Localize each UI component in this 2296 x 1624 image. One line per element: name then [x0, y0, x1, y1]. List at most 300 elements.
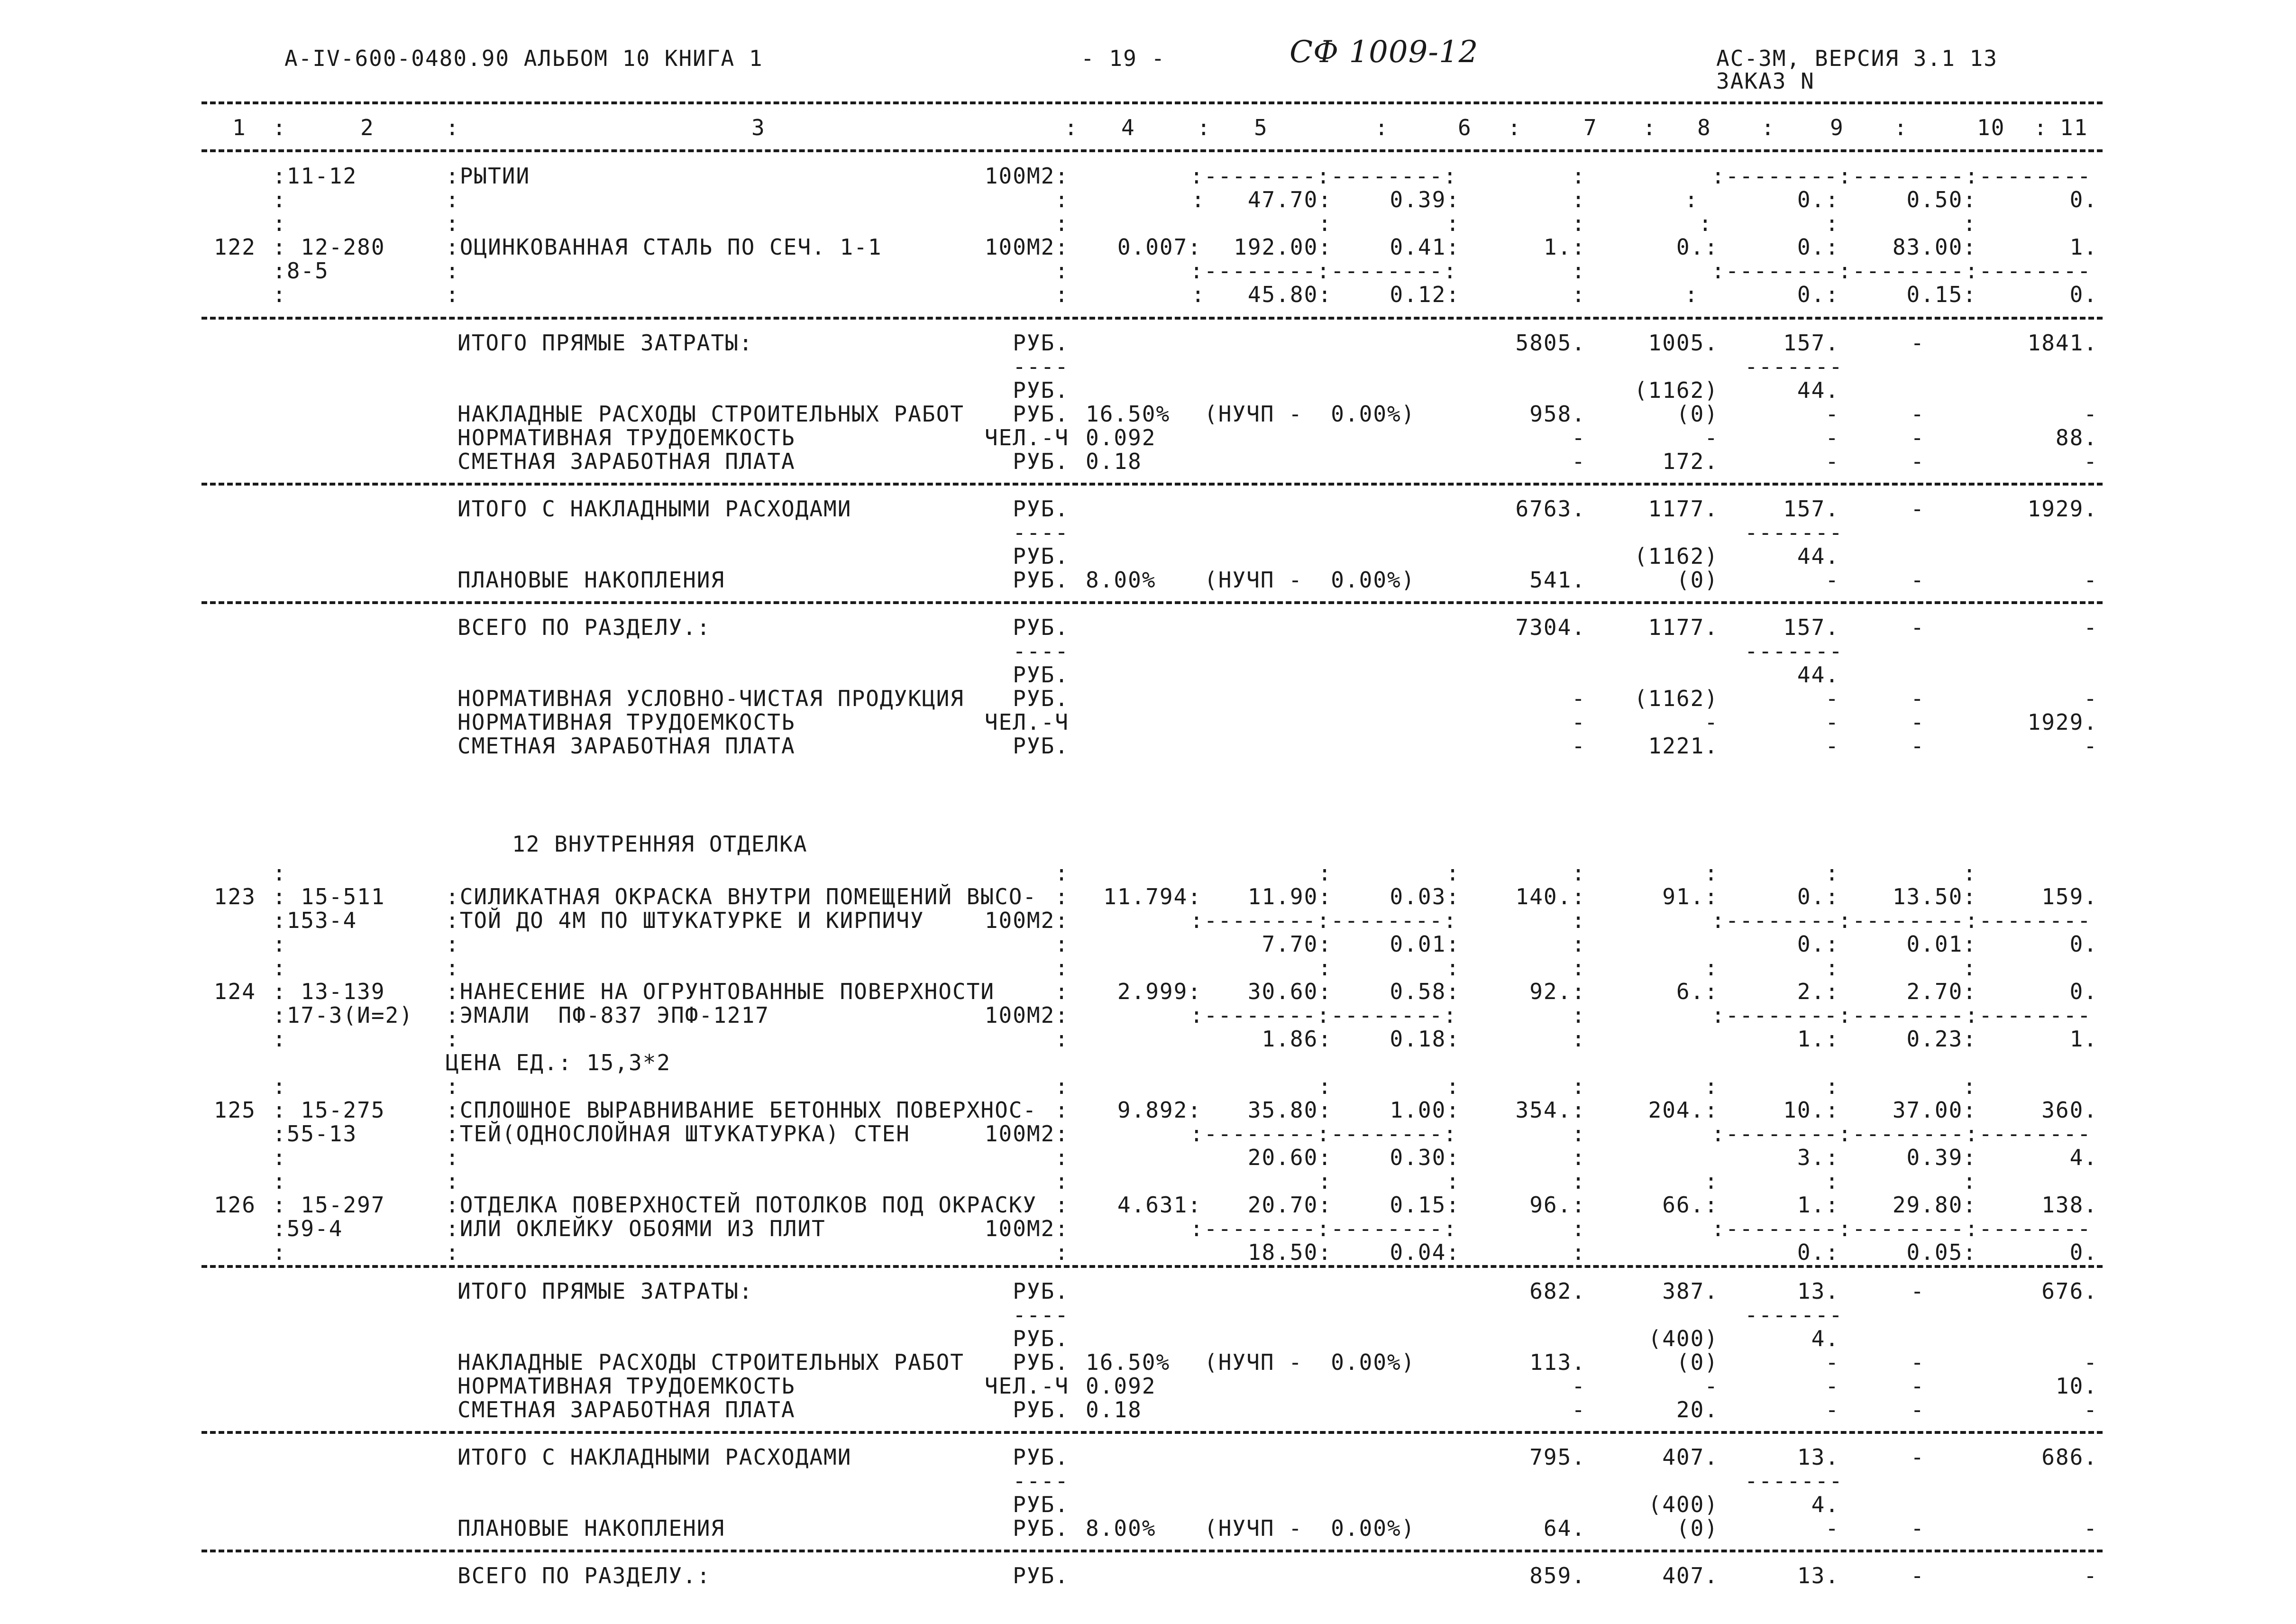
labor-norm-cell: 0.01: — [1906, 931, 1977, 957]
header-top-rule — [201, 101, 2103, 104]
wage-price-cell: 0.04: — [1390, 1239, 1460, 1265]
summary-unit: РУБ. — [1013, 496, 1069, 522]
norm-code: : 15-297 — [273, 1192, 385, 1218]
unit-label: 100М2: — [984, 908, 1069, 933]
summary-rate: 16.50% — [1086, 401, 1171, 427]
summary-machine: - — [1825, 1397, 1839, 1422]
summary-unit: РУБ. — [1013, 543, 1069, 569]
total-cost-cell: : — [1572, 1073, 1586, 1099]
labor-norm-cell: 13.50: — [1892, 884, 1977, 909]
machine-cost-cell: : 0.: — [1684, 187, 1839, 212]
unit-price-cell: 35.80: — [1247, 1097, 1332, 1123]
summary-labor-total: - — [2084, 449, 2098, 474]
work-description: : — [446, 955, 460, 981]
machine-cost-cell: 0.: — [1797, 931, 1839, 957]
labor-norm-cell: : — [1963, 1168, 1977, 1194]
labor-total-cell: 4. — [2069, 1145, 2098, 1170]
work-description: :ОЦИНКОВАННАЯ СТАЛЬ ПО СЕЧ. 1-1 — [446, 234, 882, 260]
summary-labor-total: - — [2084, 1515, 2098, 1541]
work-description: :ЭМАЛИ ПФ-837 ЭПФ-1217 — [446, 1002, 769, 1028]
summary-unit: ЧЕЛ.-Ч — [984, 709, 1069, 735]
cell-separator: :--------:--------:-------- — [1711, 908, 2092, 933]
labor-norm-cell: : — [1963, 1073, 1977, 1099]
unit-label: : — [1055, 884, 1069, 909]
summary-rate: 8.00% — [1086, 567, 1156, 593]
summary-label: НОРМАТИВНАЯ ТРУДОЕМКОСТЬ — [457, 709, 796, 735]
summary-label: НАКЛАДНЫЕ РАСХОДЫ СТРОИТЕЛЬНЫХ РАБОТ — [457, 401, 964, 427]
summary-subrule: ------- — [1745, 354, 1843, 379]
page-number: - 19 - — [1081, 46, 1166, 71]
unit-label: : — [1055, 282, 1069, 307]
wage-price-cell: : — [1446, 1073, 1460, 1099]
wage-total-cell: 91.: — [1662, 884, 1719, 909]
summary-labor-norm: - — [1911, 1563, 1925, 1588]
summary-total: - — [1572, 709, 1586, 735]
summary-unit: ---- — [1013, 520, 1069, 545]
summary-wage: (1162) — [1634, 686, 1719, 711]
norm-code: : — [273, 282, 287, 307]
machine-cost-cell: 10.: — [1783, 1097, 1839, 1123]
cell-separator: :--------:--------:-------- — [1711, 163, 2092, 189]
column-header-cell: 1 — [232, 115, 247, 140]
norm-code: : — [273, 1145, 287, 1170]
summary-total: - — [1572, 425, 1586, 450]
summary-total: - — [1572, 1397, 1586, 1422]
wage-price-cell: : — [1446, 955, 1460, 981]
summary-label: НОРМАТИВНАЯ УСЛОВНО-ЧИСТАЯ ПРОДУКЦИЯ — [457, 686, 964, 711]
wage-price-cell: 0.03: — [1390, 884, 1460, 909]
summary-subrule: ------- — [1745, 1302, 1843, 1328]
work-description: :ТЕЙ(ОДНОСЛОЙНАЯ ШТУКАТУРКА) СТЕН — [446, 1121, 910, 1147]
summary-labor-total: - — [2084, 686, 2098, 711]
labor-total-cell: 1. — [2069, 234, 2098, 260]
total-cost-cell: : — [1572, 282, 1586, 307]
summary-total: 859. — [1529, 1563, 1586, 1588]
norm-code: : 15-275 — [273, 1097, 385, 1123]
summary-subrule: ------- — [1745, 638, 1843, 664]
unit-label: : — [1055, 955, 1069, 981]
unit-price-cell: : — [1318, 955, 1332, 981]
labor-norm-cell: 37.00: — [1892, 1097, 1977, 1123]
summary-unit: РУБ. — [1013, 567, 1069, 593]
summary-total: 7304. — [1515, 615, 1586, 640]
summary-label: СМЕТНАЯ ЗАРАБОТНАЯ ПЛАТА — [457, 733, 796, 759]
total-cost-cell: : — [1572, 1216, 1586, 1241]
work-description: :НАНЕСЕНИЕ НА ОГРУНТОВАННЫЕ ПОВЕРХНОСТИ — [446, 979, 995, 1004]
wage-total-cell: 6.: — [1676, 979, 1719, 1004]
unit-label: : — [1055, 860, 1069, 886]
summary-labor-norm: - — [1911, 1373, 1925, 1399]
unit-label: : — [1055, 1145, 1069, 1170]
summary-machine: 4. — [1811, 1492, 1839, 1517]
total-cost-cell: 96.: — [1529, 1192, 1586, 1218]
unit-label: : — [1055, 211, 1069, 236]
summary-machine: 157. — [1783, 330, 1839, 356]
summary-rate: 0.092 — [1086, 425, 1156, 450]
wage-price-cell: : — [1446, 211, 1460, 236]
quantity-cell: 2.999: — [1117, 979, 1202, 1004]
quantity-cell: 4.631: — [1117, 1192, 1202, 1218]
summary-label: СМЕТНАЯ ЗАРАБОТНАЯ ПЛАТА — [457, 1397, 796, 1422]
column-header-cell: 11 — [2060, 115, 2088, 140]
summary-labor-norm: - — [1911, 401, 1925, 427]
summary-total: - — [1572, 733, 1586, 759]
total-cost-cell: : — [1572, 1145, 1586, 1170]
summary-unit: ---- — [1013, 1302, 1069, 1328]
cell-separator: :--------:--------: — [1190, 1002, 1458, 1028]
summary-labor-total: - — [2084, 733, 2098, 759]
summary-labor-norm: - — [1911, 1444, 1925, 1470]
summary-machine: - — [1825, 1373, 1839, 1399]
summary-wage: (400) — [1648, 1326, 1719, 1351]
machine-cost-cell: 0.: — [1797, 884, 1839, 909]
norm-code: : — [273, 1239, 287, 1265]
summary-wage: 387. — [1662, 1278, 1719, 1304]
summary-labor-norm: - — [1911, 425, 1925, 450]
unit-price-cell: : 47.70: — [1191, 187, 1332, 212]
unit-label: 100М2: — [984, 1002, 1069, 1028]
wage-price-cell: 0.01: — [1390, 931, 1460, 957]
section-rule — [201, 601, 2103, 604]
summary-rate: 0.092 — [1086, 1373, 1156, 1399]
total-cost-cell: : — [1572, 908, 1586, 933]
summary-label: НОРМАТИВНАЯ ТРУДОЕМКОСТЬ — [457, 425, 796, 450]
labor-total-cell: 138. — [2041, 1192, 2098, 1218]
album-code: А-IV-600-0480.90 АЛЬБОМ 10 КНИГА 1 — [284, 46, 763, 71]
norm-code: :55-13 — [273, 1121, 357, 1147]
machine-cost-cell: : — [1825, 955, 1839, 981]
summary-unit: РУБ. — [1013, 1278, 1069, 1304]
unit-price-cell: 20.60: — [1247, 1145, 1332, 1170]
labor-total-cell: 0. — [2069, 1239, 2098, 1265]
column-header-cell: : — [1375, 115, 1389, 140]
column-header-cell: 5 — [1254, 115, 1268, 140]
labor-total-cell: 0. — [2069, 282, 2098, 307]
summary-label: ВСЕГО ПО РАЗДЕЛУ.: — [457, 1563, 711, 1588]
work-description: :РЫТИИ — [446, 163, 531, 189]
work-description: : — [446, 282, 460, 307]
column-header-cell: : — [1761, 115, 1775, 140]
summary-unit: ---- — [1013, 1468, 1069, 1494]
labor-norm-cell: : — [1963, 860, 1977, 886]
norm-code: : — [273, 1073, 287, 1099]
column-header-cell: 3 — [751, 115, 766, 140]
cell-separator: :--------:--------: — [1190, 1216, 1458, 1241]
summary-unit: ЧЕЛ.-Ч — [984, 425, 1069, 450]
summary-machine: 13. — [1797, 1563, 1839, 1588]
summary-wage: (0) — [1676, 1515, 1719, 1541]
summary-machine: - — [1825, 567, 1839, 593]
cell-separator: :--------:--------:-------- — [1711, 1121, 2092, 1147]
summary-wage: 407. — [1662, 1563, 1719, 1588]
section-rule — [201, 1550, 2103, 1552]
column-header-cell: 7 — [1583, 115, 1598, 140]
work-description: : — [446, 187, 460, 212]
column-header-cell: 10 — [1977, 115, 2005, 140]
wage-price-cell: 0.30: — [1390, 1145, 1460, 1170]
summary-machine: - — [1825, 449, 1839, 474]
work-description: : — [446, 1239, 460, 1265]
total-cost-cell: : — [1572, 211, 1586, 236]
summary-labor-total: - — [2084, 567, 2098, 593]
norm-code: :11-12 — [273, 163, 357, 189]
total-cost-cell: : — [1572, 1026, 1586, 1052]
summary-unit: РУБ. — [1013, 1326, 1069, 1351]
total-cost-cell: : — [1572, 1168, 1586, 1194]
labor-total-cell: 0. — [2069, 979, 2098, 1004]
summary-labor-norm: - — [1911, 496, 1925, 522]
summary-total: 958. — [1529, 401, 1586, 427]
summary-label: ИТОГО С НАКЛАДНЫМИ РАСХОДАМИ — [457, 496, 852, 522]
total-cost-cell: : — [1572, 860, 1586, 886]
summary-labor-total: - — [2084, 1349, 2098, 1375]
section-title: 12 ВНУТРЕННЯЯ ОТДЕЛКА — [512, 831, 808, 857]
labor-total-cell: 0. — [2069, 187, 2098, 212]
labor-total-cell: 159. — [2041, 884, 2098, 909]
wage-total-cell: 0.: — [1676, 234, 1719, 260]
unit-price-cell: 30.60: — [1247, 979, 1332, 1004]
work-description: : — [446, 1145, 460, 1170]
total-cost-cell: 354.: — [1515, 1097, 1586, 1123]
norm-code: : — [273, 860, 287, 886]
summary-labor-total: 1929. — [2027, 496, 2098, 522]
cell-separator: :--------:--------:-------- — [1711, 258, 2092, 284]
summary-total: - — [1572, 449, 1586, 474]
unit-price-cell: 7.70: — [1262, 931, 1332, 957]
labor-norm-cell: 83.00: — [1892, 234, 1977, 260]
column-header-cell: 8 — [1697, 115, 1711, 140]
unit-price-cell: 11.90: — [1247, 884, 1332, 909]
total-cost-cell: 140.: — [1515, 884, 1586, 909]
labor-total-cell: 360. — [2041, 1097, 2098, 1123]
labor-norm-cell: 0.15: — [1906, 282, 1977, 307]
norm-code: : — [273, 187, 287, 212]
wage-price-cell: 0.41: — [1390, 234, 1460, 260]
norm-code: : 13-139 — [273, 979, 385, 1004]
summary-wage: 1221. — [1648, 733, 1719, 759]
summary-wage: (0) — [1676, 567, 1719, 593]
summary-label: СМЕТНАЯ ЗАРАБОТНАЯ ПЛАТА — [457, 449, 796, 474]
work-description: : — [446, 1168, 460, 1194]
summary-subrule: ------- — [1745, 1468, 1843, 1494]
summary-unit: РУБ. — [1013, 449, 1069, 474]
total-cost-cell: : — [1572, 1239, 1586, 1265]
norm-code: :153-4 — [273, 908, 357, 933]
summary-wage: 407. — [1662, 1444, 1719, 1470]
wage-price-cell: : — [1446, 1168, 1460, 1194]
unit-label: : — [1055, 1026, 1069, 1052]
summary-labor-norm: - — [1911, 1397, 1925, 1422]
cell-separator: :--------:--------:-------- — [1711, 1216, 2092, 1241]
summary-labor-norm: - — [1911, 449, 1925, 474]
summary-machine: 44. — [1797, 377, 1839, 403]
norm-code: :17-3(И=2) — [273, 1002, 413, 1028]
labor-norm-cell: 0.50: — [1906, 187, 1977, 212]
summary-machine: - — [1825, 709, 1839, 735]
machine-cost-cell: : — [1825, 860, 1839, 886]
norm-code: : — [273, 1026, 287, 1052]
labor-norm-cell: : — [1963, 955, 1977, 981]
summary-machine: 157. — [1783, 615, 1839, 640]
unit-label: : — [1055, 258, 1069, 284]
unit-price-cell: : 45.80: — [1191, 282, 1332, 307]
unit-price-cell: 1.86: — [1262, 1026, 1332, 1052]
unit-price-cell: : — [1318, 211, 1332, 236]
unit-label: : — [1055, 1239, 1069, 1265]
summary-rate: 0.18 — [1086, 449, 1142, 474]
summary-machine: - — [1825, 1515, 1839, 1541]
unit-label: : — [1055, 1073, 1069, 1099]
work-description: : — [446, 211, 460, 236]
summary-wage: - — [1704, 1373, 1719, 1399]
unit-price-cell: 192.00: — [1234, 234, 1332, 260]
wage-total-cell: : — [1704, 955, 1719, 981]
order-label: ЗАКАЗ N — [1716, 68, 1815, 94]
summary-labor-total: - — [2084, 1397, 2098, 1422]
summary-total: 113. — [1529, 1349, 1586, 1375]
machine-cost-cell: 3.: — [1797, 1145, 1839, 1170]
summary-labor-total: 88. — [2055, 425, 2098, 450]
unit-price-cell: : — [1318, 860, 1332, 886]
summary-wage: (400) — [1648, 1492, 1719, 1517]
unit-label: : — [1055, 187, 1069, 212]
machine-cost-cell: 0.: — [1797, 1239, 1839, 1265]
summary-unit: РУБ. — [1013, 1492, 1069, 1517]
summary-label: ИТОГО ПРЯМЫЕ ЗАТРАТЫ: — [457, 330, 753, 356]
quantity-cell: 0.007: — [1117, 234, 1202, 260]
labor-norm-cell: 0.23: — [1906, 1026, 1977, 1052]
work-description: :ТОЙ ДО 4М ПО ШТУКАТУРКЕ И КИРПИЧУ — [446, 908, 924, 933]
unit-label: : — [1055, 1097, 1069, 1123]
column-header-cell: : — [2034, 115, 2048, 140]
unit-price-cell: : — [1318, 1073, 1332, 1099]
summary-unit: ЧЕЛ.-Ч — [984, 1373, 1069, 1399]
summary-unit: РУБ. — [1013, 377, 1069, 403]
column-header-cell: : — [446, 115, 460, 140]
summary-wage: 172. — [1662, 449, 1719, 474]
cell-separator: :--------:--------: — [1190, 163, 1458, 189]
labor-total-cell: 1. — [2069, 1026, 2098, 1052]
norm-code: : — [273, 955, 287, 981]
item-number: 125 — [213, 1097, 256, 1123]
machine-cost-cell: 2.: — [1797, 979, 1839, 1004]
summary-total: 5805. — [1515, 330, 1586, 356]
summary-wage: 1177. — [1648, 615, 1719, 640]
cell-separator: :--------:--------: — [1190, 1121, 1458, 1147]
section-rule — [201, 1431, 2103, 1434]
summary-labor-norm: - — [1911, 1278, 1925, 1304]
wage-price-cell: 0.12: — [1390, 282, 1460, 307]
summary-note: (НУЧП - 0.00%) — [1204, 1515, 1416, 1541]
column-header-cell: 6 — [1458, 115, 1472, 140]
work-description: ЦЕНА ЕД.: 15,3*2 — [446, 1050, 671, 1075]
summary-labor-norm: - — [1911, 567, 1925, 593]
summary-labor-norm: - — [1911, 733, 1925, 759]
wage-total-cell: : — [1704, 860, 1719, 886]
unit-label: : — [1055, 931, 1069, 957]
labor-norm-cell: : — [1963, 211, 1977, 236]
machine-cost-cell: 1.: — [1797, 1192, 1839, 1218]
summary-label: ПЛАНОВЫЕ НАКОПЛЕНИЯ — [457, 1515, 725, 1541]
summary-labor-total: 1929. — [2027, 709, 2098, 735]
summary-machine: 4. — [1811, 1326, 1839, 1351]
summary-subrule: ------- — [1745, 520, 1843, 545]
wage-price-cell: 0.58: — [1390, 979, 1460, 1004]
total-cost-cell: : — [1572, 163, 1586, 189]
machine-cost-cell: : — [1825, 1168, 1839, 1194]
norm-code: :59-4 — [273, 1216, 343, 1241]
summary-machine: 157. — [1783, 496, 1839, 522]
summary-wage: (1162) — [1634, 377, 1719, 403]
work-description: :ОТДЕЛКА ПОВЕРХНОСТЕЙ ПОТОЛКОВ ПОД ОКРАСКУ — [446, 1192, 1037, 1218]
summary-unit: РУБ. — [1013, 733, 1069, 759]
total-cost-cell: : — [1572, 1121, 1586, 1147]
labor-norm-cell: 0.39: — [1906, 1145, 1977, 1170]
summary-labor-norm: - — [1911, 686, 1925, 711]
wage-total-cell: 66.: — [1662, 1192, 1719, 1218]
summary-wage: 1005. — [1648, 330, 1719, 356]
summary-labor-total: 676. — [2041, 1278, 2098, 1304]
software-version: АС-3М, ВЕРСИЯ 3.1 13 — [1716, 46, 1998, 71]
summary-unit: ---- — [1013, 354, 1069, 379]
header-bottom-rule — [201, 149, 2103, 152]
summary-labor-total: - — [2084, 615, 2098, 640]
unit-price-cell: 18.50: — [1247, 1239, 1332, 1265]
summary-wage: 1177. — [1648, 496, 1719, 522]
section-rule — [201, 317, 2103, 320]
summary-total: 682. — [1529, 1278, 1586, 1304]
unit-price-cell: : — [1318, 1168, 1332, 1194]
work-description: :СИЛИКАТНАЯ ОКРАСКА ВНУТРИ ПОМЕЩЕНИЙ ВЫСО- — [446, 884, 1037, 909]
machine-cost-cell: : : — [1699, 211, 1839, 236]
summary-labor-norm: - — [1911, 1515, 1925, 1541]
wage-price-cell: 0.18: — [1390, 1026, 1460, 1052]
total-cost-cell: : — [1572, 1002, 1586, 1028]
summary-unit: РУБ. — [1013, 401, 1069, 427]
unit-label: 100М2: — [984, 234, 1069, 260]
work-description: : — [446, 1073, 460, 1099]
wage-total-cell: 204.: — [1648, 1097, 1719, 1123]
unit-label: : — [1055, 979, 1069, 1004]
summary-note: (НУЧП - 0.00%) — [1204, 401, 1416, 427]
summary-label: НАКЛАДНЫЕ РАСХОДЫ СТРОИТЕЛЬНЫХ РАБОТ — [457, 1349, 964, 1375]
summary-labor-norm: - — [1911, 615, 1925, 640]
summary-unit: РУБ. — [1013, 1397, 1069, 1422]
item-number: 122 — [213, 234, 256, 260]
cell-separator: :--------:--------:-------- — [1711, 1002, 2092, 1028]
summary-total: 64. — [1543, 1515, 1586, 1541]
summary-machine: - — [1825, 686, 1839, 711]
item-number: 126 — [213, 1192, 256, 1218]
work-description: : — [446, 931, 460, 957]
summary-rate: 8.00% — [1086, 1515, 1156, 1541]
summary-wage: 20. — [1676, 1397, 1719, 1422]
summary-label: ВСЕГО ПО РАЗДЕЛУ.: — [457, 615, 711, 640]
summary-machine: - — [1825, 401, 1839, 427]
summary-total: 6763. — [1515, 496, 1586, 522]
norm-code: :8-5 — [273, 258, 329, 284]
summary-note: (НУЧП - 0.00%) — [1204, 1349, 1416, 1375]
column-header-cell: : — [273, 115, 287, 140]
unit-price-cell: 20.70: — [1247, 1192, 1332, 1218]
summary-wage: - — [1704, 709, 1719, 735]
wage-price-cell: 0.15: — [1390, 1192, 1460, 1218]
total-cost-cell: : — [1572, 955, 1586, 981]
summary-wage: (0) — [1676, 1349, 1719, 1375]
summary-machine: 44. — [1797, 543, 1839, 569]
summary-labor-norm: - — [1911, 709, 1925, 735]
column-header-cell: 2 — [360, 115, 375, 140]
